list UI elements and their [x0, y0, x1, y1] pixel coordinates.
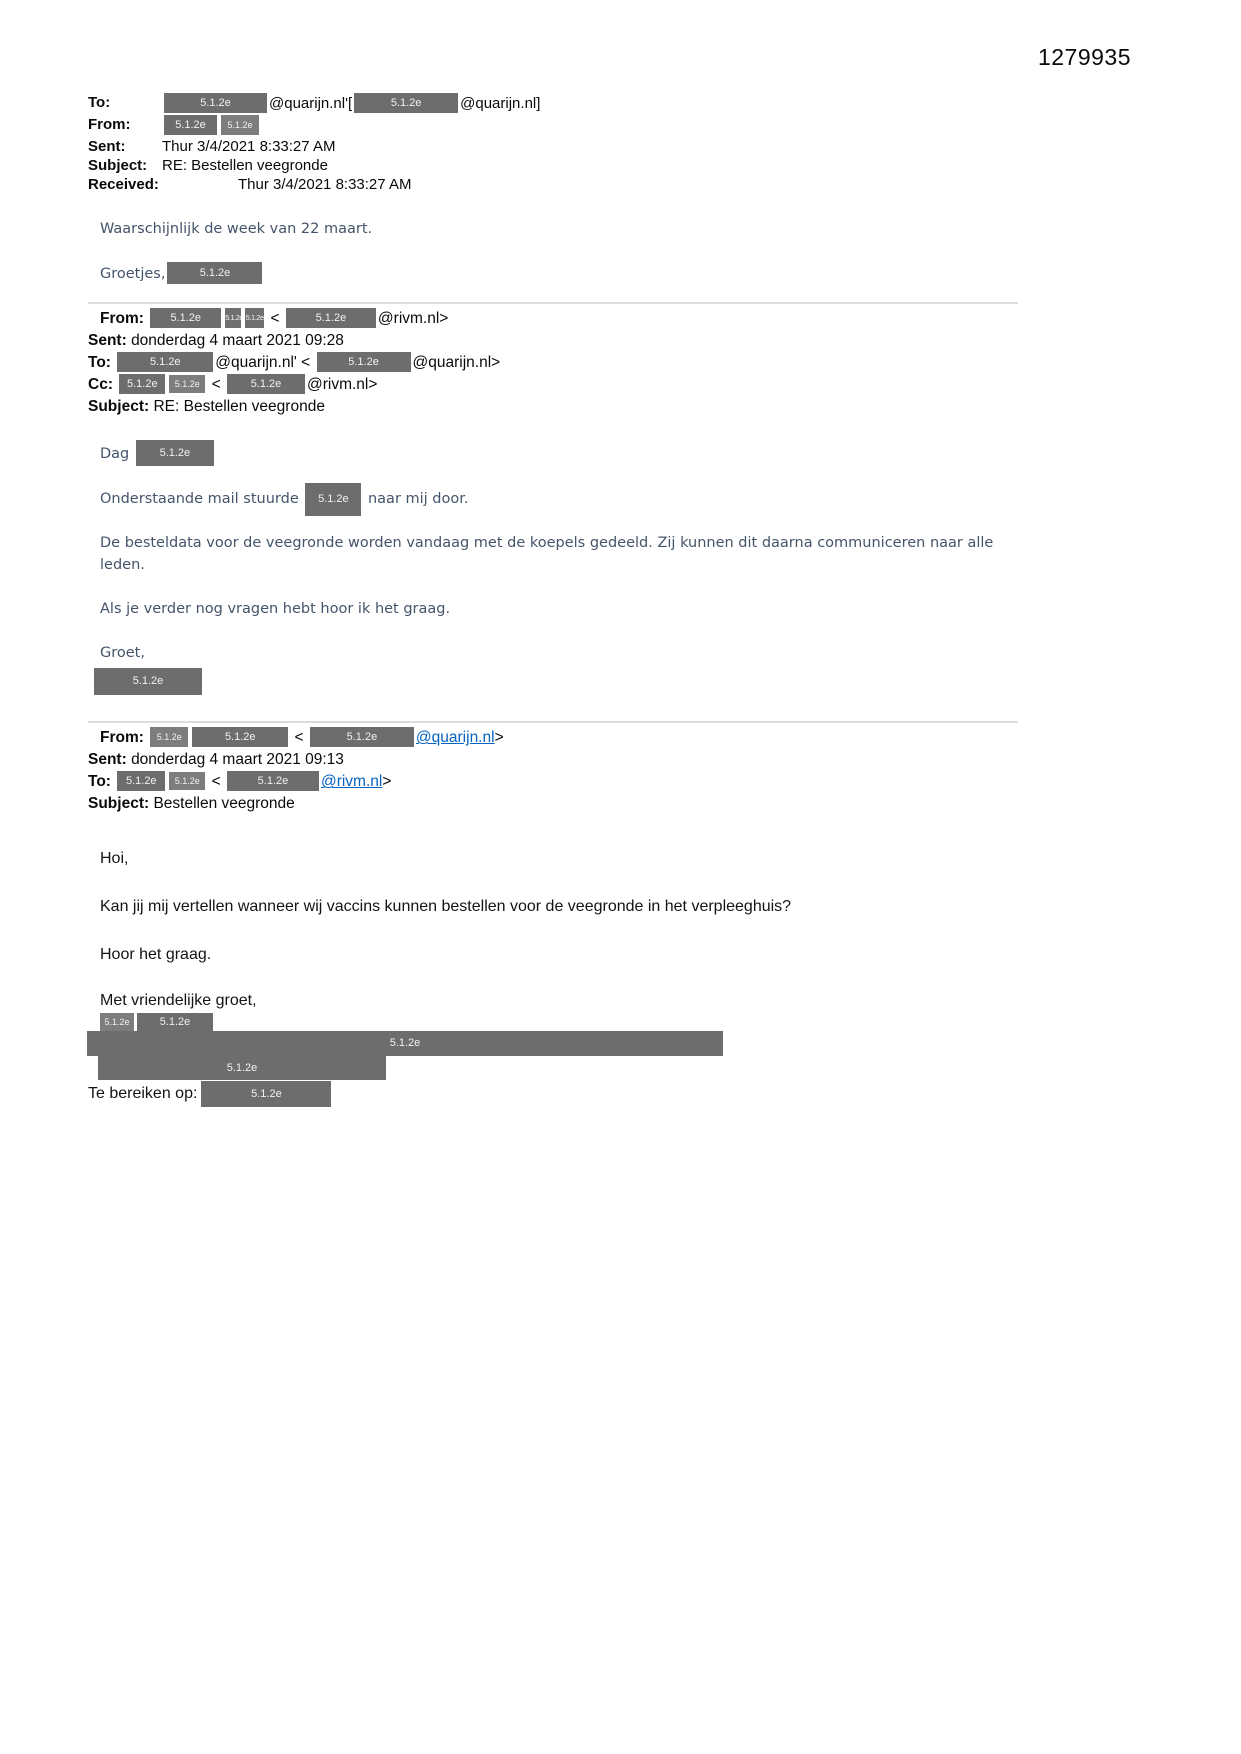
header-row-subject	[88, 793, 1018, 815]
to-value	[162, 93, 540, 115]
document-number: 1279935	[1037, 44, 1131, 70]
angle-bracket-close: >	[382, 773, 392, 791]
signoff-line	[100, 262, 1018, 286]
angle-bracket: <	[211, 376, 221, 394]
to-label: To:	[88, 94, 111, 111]
redaction-box: 5.1.2e	[169, 375, 205, 393]
message-divider	[88, 302, 1018, 304]
to-address-1: @quarijn.nl'[	[269, 94, 353, 112]
signature-block	[88, 1013, 1018, 1107]
angle-bracket: <	[270, 310, 280, 328]
to-address-1: @quarijn.nl' <	[215, 354, 311, 372]
redaction-box: 5.1.2e	[225, 308, 241, 328]
redaction-box: 5.1.2e	[169, 772, 205, 790]
redaction-box: 5.1.2e	[100, 1013, 134, 1031]
header-row-cc	[88, 374, 1018, 396]
email-content	[88, 93, 1018, 1107]
header-row-from	[100, 308, 1018, 330]
greeting-line	[100, 440, 1018, 468]
greeting-text: Dag	[100, 446, 130, 463]
header-row-to	[88, 352, 1018, 374]
paragraph: Waarschijnlijk de week van 22 maart.	[100, 221, 373, 237]
paragraph: De besteldata voor de veegronde worden vandaag met de koepels gedeeld. Zij kunnen dit daarna communiceren naar alle leden.	[100, 535, 994, 574]
redaction-box: 5.1.2e	[310, 727, 414, 747]
received-value: Thur 3/4/2021 8:33:27 AM	[238, 176, 412, 193]
header-row-sent	[88, 749, 1018, 771]
paragraph: Als je verder nog vragen hebt hoor ik het graag.	[100, 601, 451, 618]
paragraph: Hoor het graag.	[100, 946, 212, 964]
redaction-box: 5.1.2e	[150, 727, 188, 747]
contact-label: Te bereiken op:	[88, 1085, 198, 1103]
subject-label: Subject:	[88, 157, 148, 174]
redaction-box: 5.1.2e	[201, 1081, 331, 1107]
header-row-subject	[88, 396, 1018, 418]
greeting-text: Hoi,	[100, 850, 129, 868]
angle-bracket: <	[294, 729, 304, 747]
redaction-box: 5.1.2e	[227, 771, 319, 791]
paragraph-pre: Onderstaande mail stuurde	[100, 491, 299, 508]
sent-label: Sent:	[88, 138, 126, 155]
to-label: To:	[88, 354, 111, 372]
redaction-box: 5.1.2e	[354, 93, 458, 113]
redaction-box: 5.1.2e	[94, 668, 202, 695]
cc-label: Cc:	[88, 376, 113, 394]
from-domain: @rivm.nl>	[377, 310, 449, 328]
redaction-box: 5.1.2e	[286, 308, 376, 328]
cc-domain: @rivm.nl>	[306, 376, 378, 394]
from-label: From:	[100, 310, 144, 328]
signature-name-row	[100, 1013, 1018, 1031]
sent-label: Sent:	[88, 332, 127, 350]
to-address-2: @quarijn.nl>	[412, 354, 501, 372]
subject-label: Subject:	[88, 795, 150, 813]
redaction-box: 5.1.2e	[221, 115, 259, 135]
redaction-box: 5.1.2e	[164, 115, 217, 135]
redaction-box: 5.1.2e	[119, 374, 165, 394]
signature-contact-row	[88, 1081, 1018, 1107]
subject-value: RE: Bestellen veegronde	[153, 398, 325, 416]
email-domain-link[interactable]: @quarijn.nl	[415, 729, 495, 747]
signature-org-row	[88, 1031, 1018, 1056]
from-label: From:	[100, 729, 144, 747]
to-label: To:	[88, 773, 111, 791]
redaction-box: 5.1.2e	[150, 308, 221, 328]
redaction-box: 5.1.2e	[117, 352, 213, 372]
header-row-from	[88, 115, 1018, 137]
subject-label: Subject:	[88, 398, 150, 416]
signoff-text: Groetjes,	[100, 266, 166, 282]
header-row-sent	[88, 330, 1018, 352]
redaction-box: 5.1.2e	[192, 727, 288, 747]
sent-value: donderdag 4 maart 2021 09:28	[131, 332, 344, 350]
subject-value: RE: Bestellen veegronde	[162, 157, 328, 174]
message1-header	[88, 93, 1018, 194]
signoff-text: Groet,	[100, 645, 145, 662]
paragraph: Kan jij mij vertellen wanneer wij vaccins kunnen bestellen voor de veegronde in het verpleeghuis?	[100, 898, 792, 916]
redaction-box: 5.1.2e	[98, 1056, 386, 1080]
message-divider	[88, 721, 1018, 723]
paragraph-post: naar mij door.	[367, 491, 469, 508]
redaction-box: 5.1.2e	[117, 771, 165, 791]
redaction-box: 5.1.2e	[137, 1013, 213, 1031]
header-row-to	[88, 771, 1018, 793]
signoff-text: Met vriendelijke groet,	[100, 992, 257, 1010]
header-row-received	[88, 175, 1018, 194]
message1-body	[100, 218, 1018, 286]
angle-bracket-close: >	[494, 729, 504, 747]
message2-body	[100, 440, 1018, 695]
redaction-box: 5.1.2e	[317, 352, 411, 372]
email-domain-link[interactable]: @rivm.nl	[320, 773, 383, 791]
sent-value: Thur 3/4/2021 8:33:27 AM	[162, 138, 336, 155]
to-address-2: @quarijn.nl]	[460, 94, 541, 112]
redaction-box: 5.1.2e	[227, 374, 305, 394]
message2-header	[88, 308, 1018, 418]
from-label: From:	[88, 116, 131, 133]
signature-dept-row	[88, 1056, 1018, 1080]
message3-body	[100, 849, 1018, 1011]
from-value	[162, 115, 261, 137]
header-row-from	[100, 727, 1018, 749]
message3-header	[88, 727, 1018, 815]
redaction-box: 5.1.2e	[136, 440, 214, 466]
paragraph	[100, 488, 1018, 510]
redaction-box: 5.1.2e	[245, 308, 264, 328]
redaction-box: 5.1.2e	[167, 262, 262, 284]
angle-bracket: <	[211, 773, 221, 791]
sent-value: donderdag 4 maart 2021 09:13	[131, 751, 344, 769]
sent-label: Sent:	[88, 751, 127, 769]
header-row-to	[88, 93, 1018, 115]
received-label: Received:	[88, 176, 159, 193]
redaction-box: 5.1.2e	[305, 483, 361, 516]
header-row-sent	[88, 137, 1018, 156]
redaction-box: 5.1.2e	[87, 1031, 723, 1056]
subject-value: Bestellen veegronde	[153, 795, 295, 813]
header-row-subject	[88, 156, 1018, 175]
redaction-box: 5.1.2e	[164, 93, 267, 113]
